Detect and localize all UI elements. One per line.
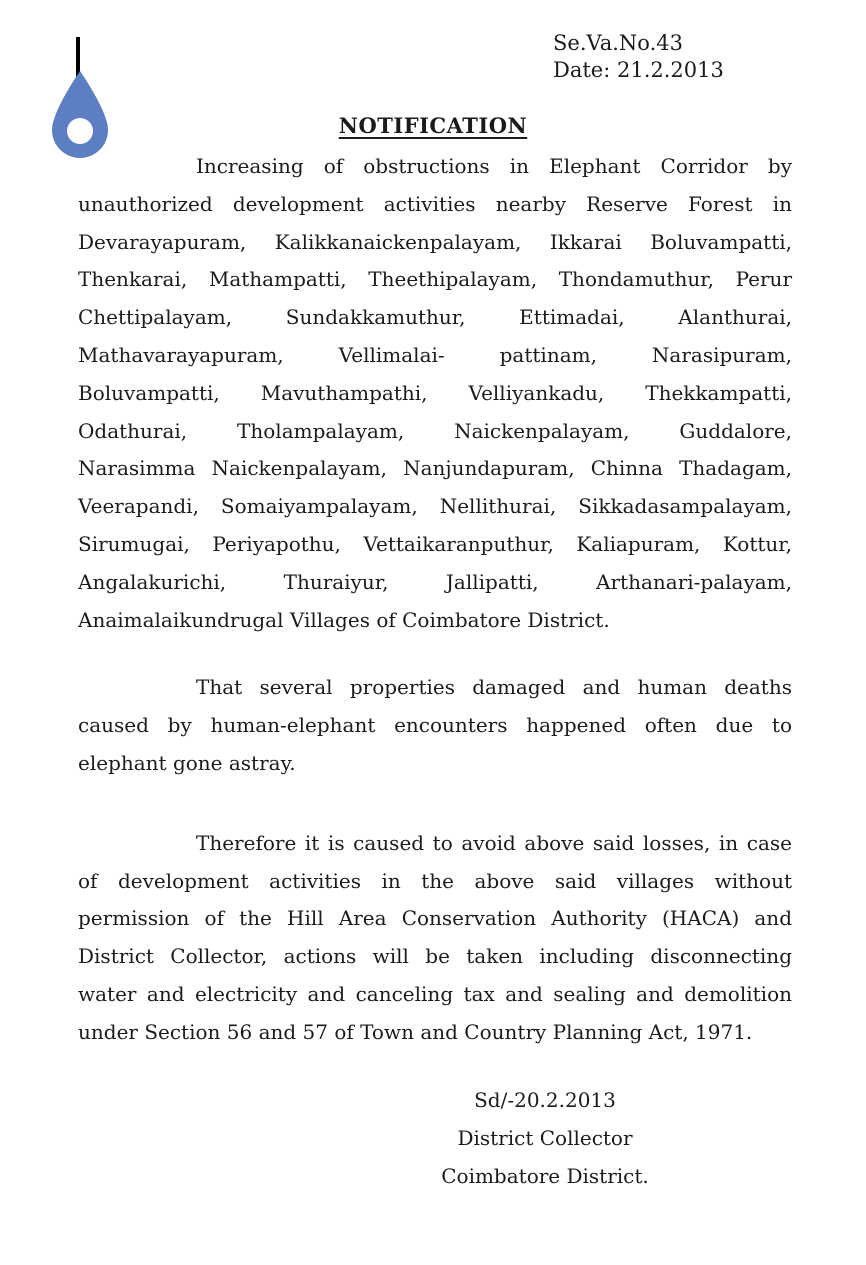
text-line: Increasing of obstructions in Elephant Corridor by	[196, 154, 792, 178]
text-line: caused by human-elephant encounters happened often due to	[78, 713, 792, 738]
paragraph	[78, 669, 792, 782]
text-line: Chettipalayam, Sundakkamuthur, Ettimadai, Alanthurai,	[78, 305, 792, 330]
body-text	[78, 148, 792, 1094]
text-line: Mathavarayapuram, Vellimalai- pattinam, Narasipuram,	[78, 342, 792, 367]
signature-district: Coimbatore District.	[441, 1164, 649, 1188]
text-line: of development activities in the above said villages without	[78, 868, 792, 893]
reference-number: Se.Va.No.43	[553, 31, 683, 55]
text-line: District Collector, actions will be taken including disconnecting	[78, 944, 792, 969]
text-line: Devarayapuram, Kalikkanaickenpalayam, Ikkarai Boluvampatti,	[78, 229, 792, 254]
text-line: Therefore it is caused to avoid above said losses, in case	[196, 830, 792, 855]
signature-designation: District Collector	[457, 1126, 633, 1150]
signature-sd-line: Sd/-20.2.2013	[474, 1088, 616, 1112]
text-line: Thenkarai, Mathampatti, Theethipalayam, Thondamuthur, Perur	[78, 267, 792, 292]
document-title	[0, 113, 866, 138]
text-line: Anaimalaikundrugal Villages of Coimbatore District.	[78, 607, 610, 632]
text-line: elephant gone astray.	[78, 750, 296, 775]
text-line: unauthorized development activities nearby Reserve Forest in	[78, 191, 792, 216]
text-line: under Section 56 and 57 of Town and Country Planning Act, 1971.	[78, 1019, 753, 1044]
text-line: permission of the Hill Area Conservation Authority (HACA) and	[78, 906, 792, 931]
text-line: That several properties damaged and human deaths	[196, 675, 792, 700]
text-line: Narasimma Naickenpalayam, Nanjundapuram, Chinna Thadagam,	[78, 456, 792, 481]
text-line: Angalakurichi, Thuraiyur, Jallipatti, Arthanari-palayam,	[78, 569, 792, 594]
date-line: Date: 21.2.2013	[553, 58, 724, 82]
document-title-text: NOTIFICATION	[338, 113, 528, 138]
text-line: Odathurai, Tholampalayam, Naickenpalayam, Guddalore,	[78, 418, 792, 443]
text-line: Boluvampatti, Mavuthampathi, Velliyankadu, Thekkampatti,	[78, 380, 792, 405]
reference-block	[553, 30, 724, 84]
paragraph	[78, 148, 792, 639]
text-line: water and electricity and canceling tax and sealing and demolition	[78, 981, 792, 1006]
paragraph	[78, 825, 792, 1052]
text-line: Veerapandi, Somaiyampalayam, Nellithurai, Sikkadasampalayam,	[78, 494, 792, 519]
text-line: Sirumugai, Periyapothu, Vettaikaranputhur, Kaliapuram, Kottur,	[78, 531, 792, 556]
signature-block	[378, 1081, 712, 1195]
